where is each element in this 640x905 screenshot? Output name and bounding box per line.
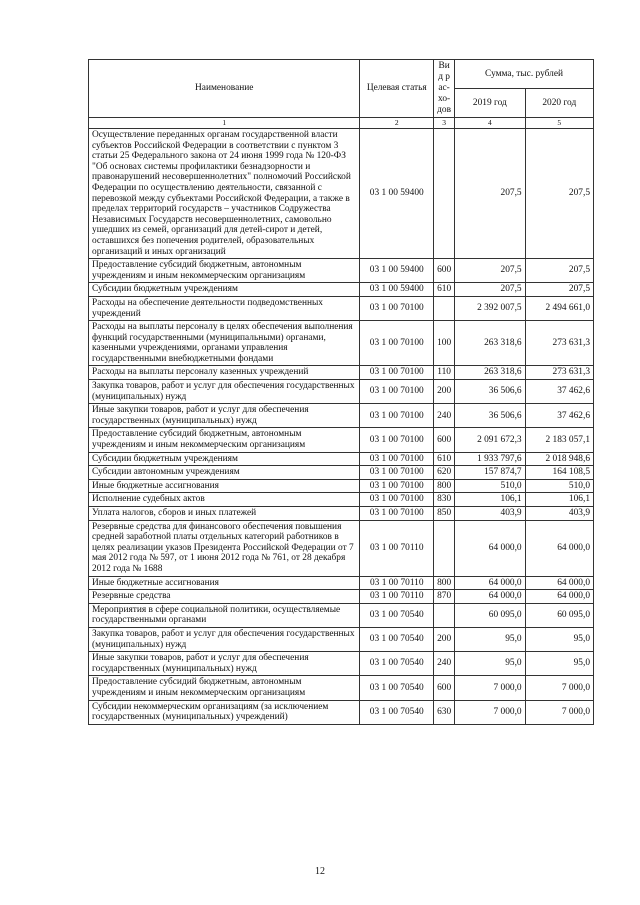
row-amount-2020: 403,9 [525,507,593,521]
column-number-5: 5 [525,118,593,129]
row-target-article: 03 1 00 70540 [360,700,434,724]
table-row [89,479,594,493]
row-name: Исполнение судебных актов [89,493,360,507]
row-name: Резервные средства для финансового обеспечения повышения средней заработной платы отдельных категорий работников в целях реализации указов Президента Российской Федерации от 7 мая 2012 года № 597, от 1 июня 2012 года № 761, от 28 декабря 2012 года № 1688 [89,520,360,576]
row-amount-2019: 64 000,0 [455,576,525,590]
table-row [89,700,594,724]
row-name: Иные бюджетные ассигнования [89,576,360,590]
table-row [89,507,594,521]
table-row [89,428,594,452]
row-target-article: 03 1 00 70540 [360,627,434,651]
row-amount-2019: 157 874,7 [455,466,525,480]
row-expense-type [434,603,455,627]
row-expense-type: 240 [434,652,455,676]
row-name: Мероприятия в сфере социальной политики, осуществляемые государственными органами [89,603,360,627]
budget-table [88,59,594,725]
row-expense-type: 200 [434,627,455,651]
row-target-article: 03 1 00 70100 [360,428,434,452]
row-name: Расходы на обеспечение деятельности подведомственных учреждений [89,296,360,320]
row-expense-type: 610 [434,452,455,466]
row-amount-2020: 106,1 [525,493,593,507]
row-amount-2019: 207,5 [455,129,525,259]
row-target-article: 03 1 00 70100 [360,366,434,380]
table-row [89,366,594,380]
row-amount-2020: 207,5 [525,259,593,283]
row-amount-2019: 7 000,0 [455,676,525,700]
row-amount-2020: 60 095,0 [525,603,593,627]
row-amount-2020: 37 462,6 [525,380,593,404]
table-body [89,129,594,725]
row-amount-2019: 106,1 [455,493,525,507]
row-target-article: 03 1 00 70100 [360,507,434,521]
row-target-article: 03 1 00 70100 [360,296,434,320]
row-amount-2020: 95,0 [525,627,593,651]
table-row [89,676,594,700]
row-amount-2020: 207,5 [525,129,593,259]
row-expense-type: 600 [434,676,455,700]
row-amount-2019: 64 000,0 [455,590,525,604]
column-number-3: 3 [434,118,455,129]
header-sum: Сумма, тыс. рублей [455,60,594,89]
column-number-1: 1 [89,118,360,129]
row-target-article: 03 1 00 70100 [360,321,434,366]
row-target-article: 03 1 00 70100 [360,404,434,428]
table-row [89,603,594,627]
row-target-article: 03 1 00 70100 [360,479,434,493]
row-expense-type: 240 [434,404,455,428]
header-target-article: Целевая статья [360,60,434,118]
row-name: Предоставление субсидий бюджетным, автономным учреждениям и иным некоммерческим организациям [89,676,360,700]
table-row [89,259,594,283]
row-amount-2019: 7 000,0 [455,700,525,724]
row-amount-2019: 60 095,0 [455,603,525,627]
row-target-article: 03 1 00 70100 [360,452,434,466]
row-target-article: 03 1 00 59400 [360,259,434,283]
row-expense-type: 850 [434,507,455,521]
row-expense-type: 100 [434,321,455,366]
table-row [89,520,594,576]
table-row [89,283,594,297]
row-name: Расходы на выплаты персоналу казенных учреждений [89,366,360,380]
table-row [89,590,594,604]
row-name: Резервные средства [89,590,360,604]
row-name: Предоставление субсидий бюджетным, автономным учреждениям и иным некоммерческим организациям [89,428,360,452]
row-amount-2020: 2 494 661,0 [525,296,593,320]
row-amount-2020: 273 631,3 [525,321,593,366]
row-amount-2019: 36 506,6 [455,380,525,404]
row-target-article: 03 1 00 70100 [360,493,434,507]
row-target-article: 03 1 00 59400 [360,283,434,297]
row-name: Расходы на выплаты персоналу в целях обеспечения выполнения функций государственными (муниципальными) органами, казенными учреждениями, органами управления государственными внебюджетными фондами [89,321,360,366]
row-amount-2020: 7 000,0 [525,676,593,700]
row-expense-type: 830 [434,493,455,507]
row-name: Осуществление переданных органам государственной власти субъектов Российской Федерации в соответствии с пунктом 3 статьи 25 Федерального закона от 24 июня 1999 года № 120-ФЗ "Об основах системы профилактики безнадзорности и правонарушений несовершеннолетних" полномочий Российской Федерации по осуществлению деятельности, связанной с перевозкой между субъектами Российской Федерации, а также в пределах территорий государств – участников Содружества Независимых Государств несовершеннолетних, самовольно ушедших из семей, организаций для детей-сирот и детей, оставшихся без попечения родителей, образовательных организаций и иных организаций [89,129,360,259]
row-amount-2020: 37 462,6 [525,404,593,428]
row-amount-2019: 95,0 [455,627,525,651]
row-name: Уплата налогов, сборов и иных платежей [89,507,360,521]
row-amount-2020: 95,0 [525,652,593,676]
table-row [89,466,594,480]
row-name: Иные закупки товаров, работ и услуг для обеспечения государственных (муниципальных) нужд [89,652,360,676]
row-expense-type: 870 [434,590,455,604]
row-name: Иные закупки товаров, работ и услуг для обеспечения государственных (муниципальных) нужд [89,404,360,428]
row-amount-2019: 64 000,0 [455,520,525,576]
row-target-article: 03 1 00 70540 [360,676,434,700]
row-expense-type: 110 [434,366,455,380]
row-amount-2020: 273 631,3 [525,366,593,380]
table-row [89,627,594,651]
row-name: Закупка товаров, работ и услуг для обеспечения государственных (муниципальных) нужд [89,627,360,651]
table-row [89,652,594,676]
row-amount-2020: 510,0 [525,479,593,493]
row-target-article: 03 1 00 70110 [360,576,434,590]
table-row [89,493,594,507]
row-name: Субсидии бюджетным учреждениям [89,283,360,297]
row-expense-type [434,296,455,320]
row-name: Иные бюджетные ассигнования [89,479,360,493]
row-amount-2020: 7 000,0 [525,700,593,724]
row-expense-type [434,129,455,259]
row-name: Предоставление субсидий бюджетным, автономным учреждениям и иным некоммерческим организациям [89,259,360,283]
row-expense-type: 600 [434,259,455,283]
row-expense-type [434,520,455,576]
row-target-article: 03 1 00 59400 [360,129,434,259]
page-number: 12 [315,866,325,877]
row-name: Субсидии некоммерческим организациям (за исключением государственных (муниципальных) учреждений) [89,700,360,724]
header-year-2020: 2020 год [525,89,593,118]
row-expense-type: 630 [434,700,455,724]
row-target-article: 03 1 00 70100 [360,380,434,404]
table-row [89,576,594,590]
row-amount-2019: 1 933 797,6 [455,452,525,466]
row-amount-2019: 36 506,6 [455,404,525,428]
row-amount-2019: 207,5 [455,259,525,283]
row-amount-2019: 263 318,6 [455,366,525,380]
table-row [89,321,594,366]
row-expense-type: 200 [434,380,455,404]
row-amount-2020: 2 183 057,1 [525,428,593,452]
table-row [89,452,594,466]
row-expense-type: 610 [434,283,455,297]
row-expense-type: 800 [434,479,455,493]
row-amount-2020: 2 018 948,6 [525,452,593,466]
row-amount-2019: 2 091 672,3 [455,428,525,452]
row-amount-2019: 95,0 [455,652,525,676]
table-row [89,296,594,320]
table-row [89,404,594,428]
row-expense-type: 800 [434,576,455,590]
header-expense-type [434,60,455,118]
row-target-article: 03 1 00 70540 [360,603,434,627]
row-target-article: 03 1 00 70100 [360,466,434,480]
row-name: Субсидии автономным учреждениям [89,466,360,480]
row-amount-2019: 207,5 [455,283,525,297]
row-amount-2020: 207,5 [525,283,593,297]
column-number-4: 4 [455,118,525,129]
table-row [89,380,594,404]
column-number-2: 2 [360,118,434,129]
row-amount-2019: 510,0 [455,479,525,493]
header-name: Наименование [89,60,360,118]
row-target-article: 03 1 00 70540 [360,652,434,676]
row-amount-2020: 64 000,0 [525,520,593,576]
header-year-2019: 2019 год [455,89,525,118]
row-name: Субсидии бюджетным учреждениям [89,452,360,466]
row-name: Закупка товаров, работ и услуг для обеспечения государственных (муниципальных) нужд [89,380,360,404]
row-amount-2020: 64 000,0 [525,576,593,590]
row-expense-type: 600 [434,428,455,452]
header-expense-type-label: Вид рас-хо-дов [437,61,452,115]
row-expense-type: 620 [434,466,455,480]
row-amount-2019: 2 392 007,5 [455,296,525,320]
row-amount-2019: 403,9 [455,507,525,521]
table-row [89,129,594,259]
row-target-article: 03 1 00 70110 [360,520,434,576]
row-amount-2020: 164 108,5 [525,466,593,480]
row-amount-2020: 64 000,0 [525,590,593,604]
row-amount-2019: 263 318,6 [455,321,525,366]
row-target-article: 03 1 00 70110 [360,590,434,604]
